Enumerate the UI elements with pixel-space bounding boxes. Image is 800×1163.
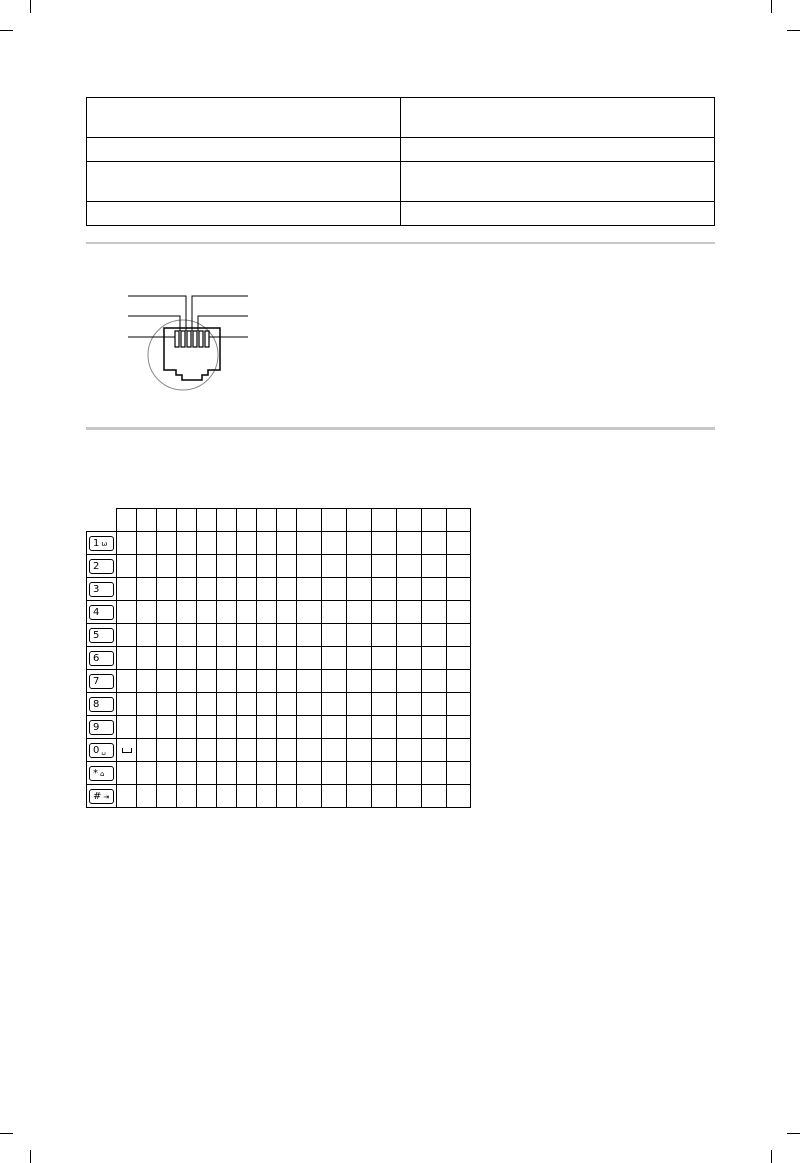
grid-cell [277,693,297,716]
character-grid [86,508,471,808]
grid-cell [372,601,397,624]
crop-mark [771,0,772,13]
crop-mark [787,30,800,31]
grid-cell [157,739,177,762]
key-row [87,647,471,670]
space-icon: ␣ [101,746,106,755]
key-cell [87,601,117,624]
grid-cell [257,532,277,555]
grid-cell [237,762,257,785]
grid-cell [257,601,277,624]
crop-mark [771,1150,772,1163]
grid-cell [397,532,422,555]
grid-cell [177,509,197,532]
grid-cell [347,647,372,670]
grid-cell [422,647,447,670]
grid-cell [322,739,347,762]
grid-cell [422,509,447,532]
grid-cell [177,647,197,670]
grid-cell [277,601,297,624]
grid-cell [397,785,422,808]
grid-cell [137,532,157,555]
key-cell [87,716,117,739]
grid-cell [197,555,217,578]
grid-cell [137,762,157,785]
grid-cell [137,716,157,739]
grid-cell [397,647,422,670]
key-label: # [93,790,102,802]
grid-cell [137,785,157,808]
grid-cell [257,693,277,716]
keypad-key-icon [89,628,114,643]
key-cell [87,647,117,670]
grid-cell [217,739,237,762]
table-cell [87,98,401,138]
grid-cell [257,555,277,578]
grid-cell [322,509,347,532]
grid-cell [117,670,137,693]
grid-cell [257,762,277,785]
keypad-key-icon [89,674,114,689]
key-cell [87,739,117,762]
grid-cell [347,624,372,647]
grid-cell [447,555,471,578]
grid-cell [237,578,257,601]
key-label: 8 [93,698,100,710]
shift-icon: ⇥ [103,792,110,801]
key-label: 5 [93,629,100,641]
grid-cell [237,601,257,624]
grid-cell [397,693,422,716]
keypad-key-icon [89,720,114,735]
grid-cell [322,693,347,716]
key-row [87,532,471,555]
grid-cell [217,693,237,716]
grid-cell [257,670,277,693]
grid-cell [447,670,471,693]
grid-cell [372,555,397,578]
key-cell [87,762,117,785]
key-cell [87,670,117,693]
grid-cell [177,601,197,624]
grid-cell [177,716,197,739]
grid-cell [397,716,422,739]
grid-cell [177,532,197,555]
grid-cell [322,601,347,624]
grid-cell [217,601,237,624]
grid-cell [347,739,372,762]
grid-cell [177,693,197,716]
grid-cell [137,670,157,693]
grid-cell [447,601,471,624]
key-cell [87,532,117,555]
grid-cell [447,785,471,808]
grid-cell [297,716,322,739]
table-row [87,162,715,202]
grid-cell [297,509,322,532]
grid-cell [297,693,322,716]
key-cell [87,693,117,716]
grid-cell [347,555,372,578]
grid-cell [322,624,347,647]
grid-cell [197,670,217,693]
grid-cell [237,509,257,532]
key-label: * [93,767,98,779]
grid-cell [347,716,372,739]
key-cell [87,555,117,578]
grid-cell [217,555,237,578]
grid-cell [117,601,137,624]
spec-table [86,97,715,226]
keypad-key-icon [89,651,114,666]
grid-cell [137,739,157,762]
key-label: 6 [93,652,100,664]
grid-cell [447,578,471,601]
grid-cell [347,762,372,785]
grid-cell [297,647,322,670]
key-row [87,578,471,601]
grid-cell [347,509,372,532]
grid-cell [447,693,471,716]
grid-cell [372,670,397,693]
crop-mark [0,1133,13,1134]
grid-cell [257,624,277,647]
grid-cell [277,647,297,670]
key-row [87,693,471,716]
grid-cell [322,670,347,693]
grid-cell [237,647,257,670]
grid-cell [372,739,397,762]
section-divider [86,242,715,244]
keypad-key-icon [89,789,114,804]
grid-cell [422,555,447,578]
table-row [87,202,715,226]
grid-cell [237,693,257,716]
grid-cell [397,509,422,532]
grid-cell [237,716,257,739]
grid-cell [137,647,157,670]
grid-cell [117,716,137,739]
grid-cell [197,716,217,739]
grid-cell [157,555,177,578]
grid-cell [397,555,422,578]
grid-cell [177,785,197,808]
grid-cell [372,509,397,532]
keypad-key-icon [89,605,114,620]
grid-cell [197,624,217,647]
grid-cell [197,601,217,624]
grid-cell [137,509,157,532]
grid-cell [447,647,471,670]
grid-cell [347,578,372,601]
grid-cell [197,693,217,716]
grid-cell [397,624,422,647]
key-label: 0 [93,744,100,756]
key-row [87,716,471,739]
key-label: 3 [93,583,100,595]
grid-cell [157,716,177,739]
grid-cell [117,693,137,716]
grid-cell [277,509,297,532]
key-row [87,670,471,693]
grid-cell [257,739,277,762]
grid-cell [237,555,257,578]
grid-cell [297,785,322,808]
grid-cell [237,532,257,555]
key-label: 2 [93,560,100,572]
grid-cell [322,762,347,785]
grid-cell [197,647,217,670]
grid-cell [372,785,397,808]
grid-cell [177,739,197,762]
grid-cell [137,578,157,601]
connector-pinout-diagram [120,285,260,405]
grid-cell [322,785,347,808]
grid-cell [447,762,471,785]
key-cell [87,785,117,808]
key-label: 1 [93,537,100,549]
keypad-key-icon [89,766,114,781]
grid-cell [197,762,217,785]
table-cell [401,162,715,202]
grid-cell [447,532,471,555]
grid-cell [422,785,447,808]
grid-cell [447,624,471,647]
grid-cell [157,762,177,785]
bell-icon: ⌂ [100,769,105,778]
grid-cell [297,555,322,578]
grid-cell [177,578,197,601]
grid-cell [297,578,322,601]
grid-cell [422,670,447,693]
grid-cell [217,762,237,785]
grid-cell [137,624,157,647]
grid-cell [157,670,177,693]
grid-cell [347,670,372,693]
grid-cell [237,739,257,762]
grid-cell [117,509,137,532]
table-row [87,98,715,138]
grid-cell [217,509,237,532]
grid-cell [117,578,137,601]
table-cell [87,138,401,162]
grid-cell [372,762,397,785]
grid-cell [277,532,297,555]
grid-cell [422,716,447,739]
key-row [87,739,471,762]
corner-cell [87,509,117,532]
keypad-key-icon [89,536,114,551]
grid-cell [372,716,397,739]
grid-cell [217,578,237,601]
header-row [87,509,471,532]
grid-cell [397,739,422,762]
key-row [87,762,471,785]
grid-cell [157,647,177,670]
grid-cell [257,509,277,532]
grid-cell [277,555,297,578]
grid-cell [422,601,447,624]
grid-cell [322,716,347,739]
grid-cell [197,785,217,808]
grid-cell [257,578,277,601]
key-label: 7 [93,675,100,687]
crop-mark [0,30,13,31]
grid-cell [372,693,397,716]
grid-cell [117,762,137,785]
key-label: 4 [93,606,100,618]
grid-cell [277,785,297,808]
grid-cell [322,555,347,578]
grid-cell [297,601,322,624]
grid-cell [157,578,177,601]
grid-cell [157,509,177,532]
key-row [87,601,471,624]
crop-mark [787,1133,800,1134]
grid-cell [117,532,137,555]
grid-cell [117,624,137,647]
grid-cell [422,693,447,716]
grid-cell [217,624,237,647]
grid-cell [422,532,447,555]
grid-cell [297,670,322,693]
grid-cell [277,578,297,601]
grid-cell [137,693,157,716]
key-cell [87,578,117,601]
key-row [87,555,471,578]
grid-cell [197,509,217,532]
key-row [87,624,471,647]
grid-cell [277,739,297,762]
grid-cell [177,624,197,647]
grid-cell [372,532,397,555]
grid-cell [177,762,197,785]
keypad-key-icon [89,559,114,574]
grid-cell [297,624,322,647]
grid-cell [277,762,297,785]
grid-cell [372,647,397,670]
key-cell [87,624,117,647]
grid-cell [397,762,422,785]
grid-cell [177,670,197,693]
grid-cell [397,601,422,624]
grid-cell [447,716,471,739]
table-row [87,138,715,162]
grid-cell [372,624,397,647]
key-row [87,785,471,808]
crop-mark [30,1150,31,1163]
table-cell [401,202,715,226]
grid-cell [197,578,217,601]
grid-cell [257,647,277,670]
grid-cell [137,555,157,578]
grid-cell [117,647,137,670]
keypad-key-icon [89,743,114,758]
grid-cell [257,785,277,808]
keypad-key-icon [89,582,114,597]
grid-cell [257,716,277,739]
space-char-icon [122,748,132,753]
grid-cell [397,578,422,601]
grid-cell [422,762,447,785]
grid-cell [422,578,447,601]
grid-cell [157,693,177,716]
grid-cell [217,670,237,693]
voicemail-icon: ω [101,539,108,548]
grid-cell [322,578,347,601]
grid-cell [347,785,372,808]
crop-mark [30,0,31,13]
grid-cell [137,601,157,624]
grid-cell [237,785,257,808]
grid-cell [347,601,372,624]
grid-cell [447,739,471,762]
grid-cell [277,624,297,647]
grid-cell [237,624,257,647]
grid-cell [372,578,397,601]
grid-cell [347,693,372,716]
grid-cell [217,785,237,808]
grid-cell [277,716,297,739]
grid-cell [197,532,217,555]
table-cell [87,202,401,226]
keypad-key-icon [89,697,114,712]
grid-cell [322,532,347,555]
grid-cell [157,601,177,624]
grid-cell [197,739,217,762]
grid-cell [157,785,177,808]
key-label: 9 [93,721,100,733]
grid-cell [347,532,372,555]
grid-cell [322,647,347,670]
grid-cell [217,532,237,555]
grid-cell [217,647,237,670]
grid-cell [237,670,257,693]
grid-cell [117,785,137,808]
grid-cell [277,670,297,693]
grid-cell [117,739,137,762]
grid-cell [422,624,447,647]
grid-cell [177,555,197,578]
section-divider [86,427,715,430]
grid-cell [297,739,322,762]
table-cell [401,98,715,138]
grid-cell [297,762,322,785]
grid-cell [217,716,237,739]
table-cell [401,138,715,162]
grid-cell [297,532,322,555]
table-cell [87,162,401,202]
grid-cell [117,555,137,578]
grid-cell [447,509,471,532]
grid-cell [397,670,422,693]
grid-cell [422,739,447,762]
grid-cell [157,532,177,555]
grid-cell [157,624,177,647]
